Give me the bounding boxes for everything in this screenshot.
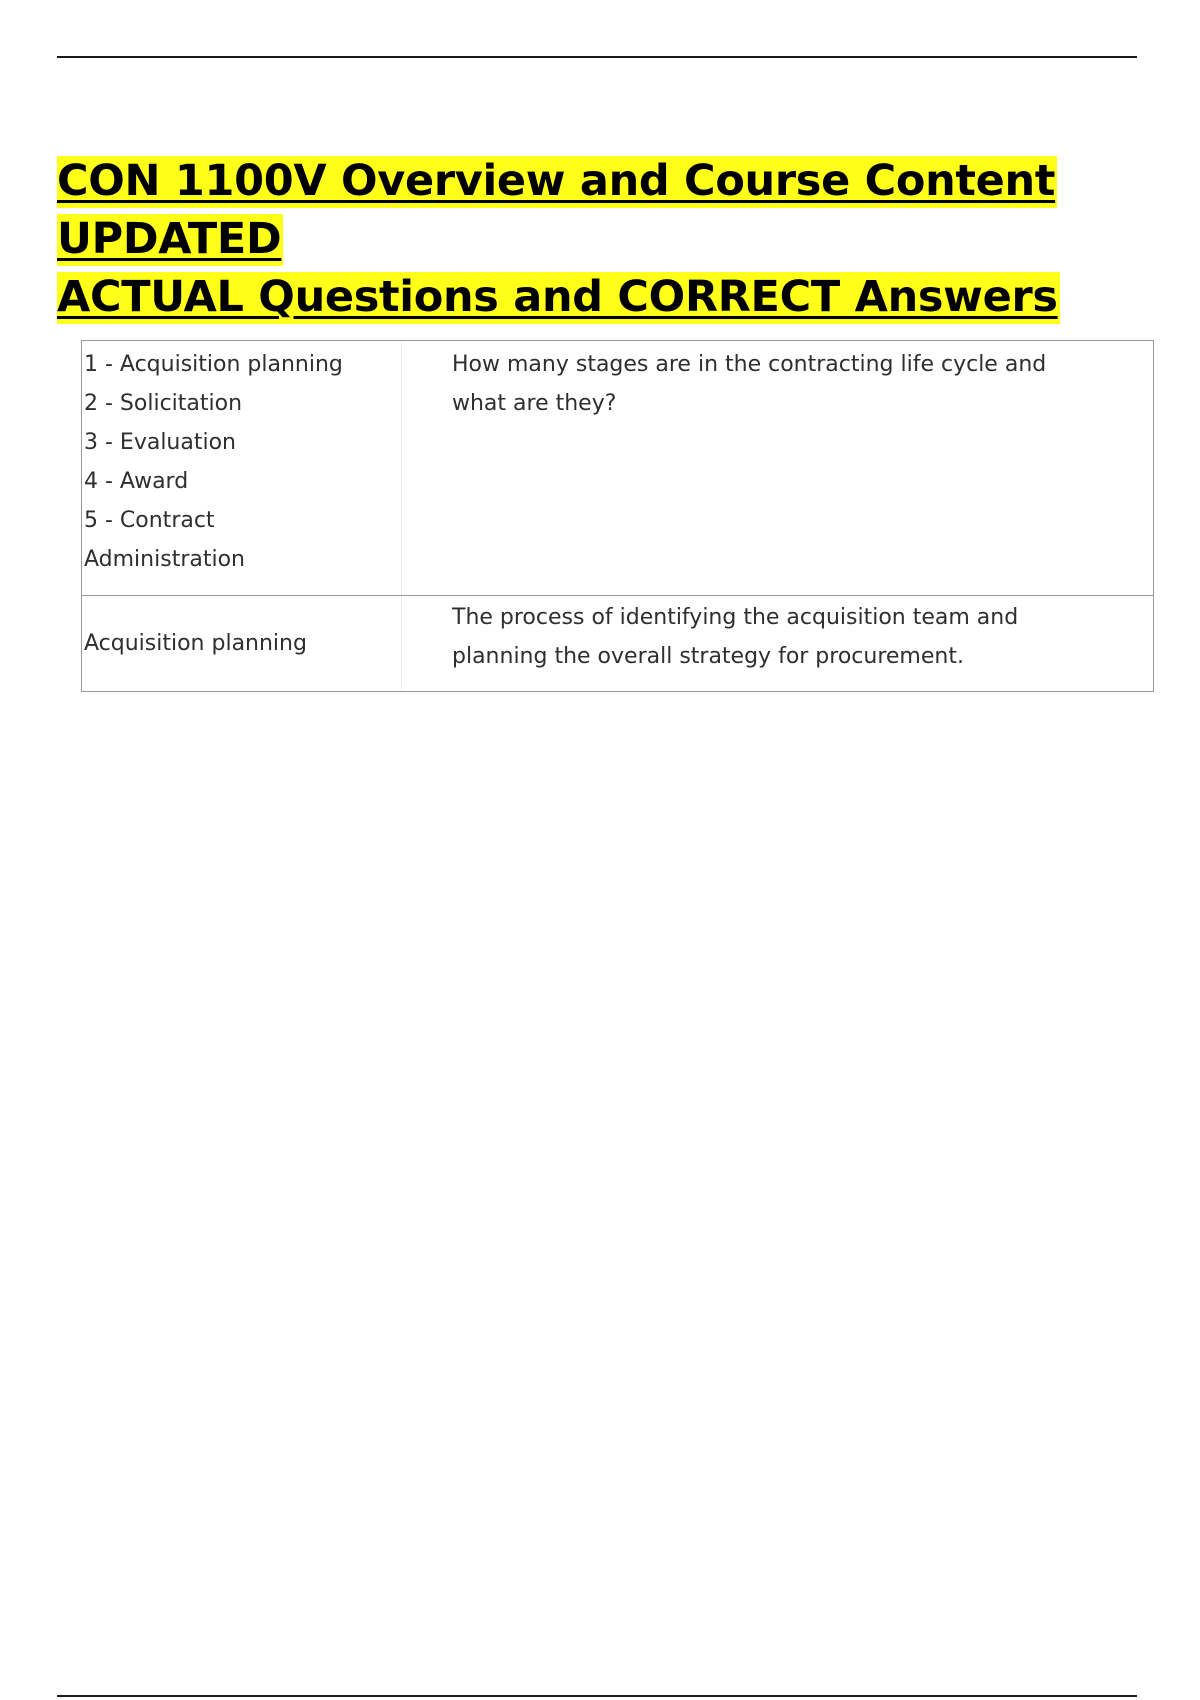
term-cell	[82, 341, 402, 595]
flashcard-table	[81, 340, 1154, 692]
footer-rule	[57, 1695, 1137, 1697]
term-line: 3 - Evaluation	[84, 430, 237, 455]
table-row	[82, 341, 1153, 595]
definition-cell: How many stages are in the contracting life cycle and what are they?	[452, 352, 1047, 416]
definition-cell: The process of identifying the acquisition team and planning the overall strategy for procurement.	[452, 605, 1019, 669]
term-line: 5 - Contract	[84, 508, 215, 533]
term-cell	[82, 596, 402, 691]
document-title	[57, 152, 1200, 326]
term-line: 4 - Award	[84, 469, 189, 494]
header-rule	[57, 56, 1137, 58]
title-line-1: CON 1100V Overview and Course Content UPDATED	[57, 156, 1056, 264]
term-line: 2 - Solicitation	[84, 391, 243, 416]
title-line-2: ACTUAL Questions and CORRECT Answers	[57, 272, 1058, 322]
term-line: Acquisition planning	[84, 631, 307, 656]
term-line: 1 - Acquisition planning	[84, 352, 343, 377]
term-line: Administration	[84, 547, 245, 572]
table-row	[82, 595, 1153, 691]
